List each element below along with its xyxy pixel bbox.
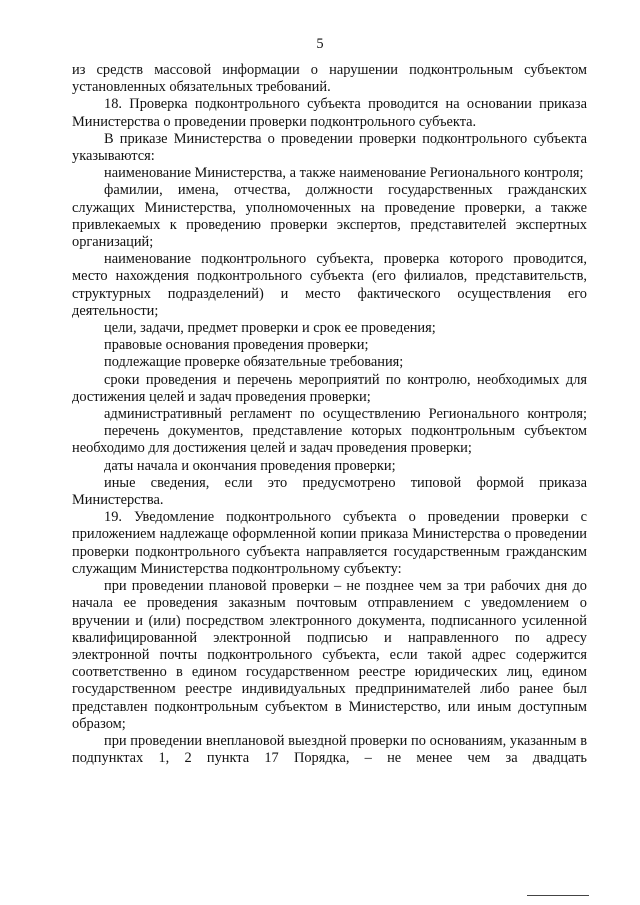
paragraph-planned-inspection: при проведении плановой проверки – не позднее чем за три рабочих дня до начала ее проведения заказным почтовым отправлением с уведомлением о вручении и (или) посредством электронного документа, подписанного усиленной квалифицированной электронной подписью и направленного по адресу электронной почты подконтрольного субъекта, если такой адрес содержится соответственно в едином государственном реестре юридических лиц, едином государственном реестре индивидуальных предпринимателей либо ранее был представлен подконтрольным субъектом в Министерство, или иным доступным образом; [72,578,587,732]
list-item-dates: даты начала и окончания проведения проверки; [104,457,396,474]
list-item-ministry-name: наименование Министерства, а также наименование Регионального контроля; [104,165,584,182]
document-body [72,62,587,767]
list-item-requirements: подлежащие проверке обязательные требования; [104,354,404,371]
footer-divider [527,895,589,896]
list-item-legal-basis: правовые основания проведения проверки; [104,337,369,354]
list-item-inspectors: фамилии, имена, отчества, должности государственных гражданских служащих Министерства, уполномоченных на проведение проверки, а также привлекаемых к проведению проверки экспертов, представителей экспертных организаций; [72,182,587,251]
paragraph-clause-18: 18. Проверка подконтрольного субъекта проводится на основании приказа Министерства о проведении проверки подконтрольного субъекта. [72,96,587,130]
paragraph-unscheduled-inspection: при проведении внеплановой выездной проверки по основаниям, указанным в подпунктах 1, 2 пункта 17 Порядка, – не менее чем за двадцать [72,732,587,767]
page-number: 5 [316,36,324,52]
list-item-terms-measures: сроки проведения и перечень мероприятий по контролю, необходимых для достижения целей и задач проведения проверки; [72,371,587,405]
list-item-regulation: административный регламент по осуществлению Регионального контроля; [104,406,587,423]
list-item-goals: цели, задачи, предмет проверки и срок ее проведения; [104,320,436,337]
list-item-subject-name: наименование подконтрольного субъекта, проверка которого проводится, место нахождения подконтрольного субъекта (его филиалов, представительств, структурных подразделений) и место фактического осуществления его деятельности; [72,251,587,319]
paragraph-clause-19: 19. Уведомление подконтрольного субъекта о проведении проверки с приложением надлежаще оформленной копии приказа Министерства о проведении проверки подконтрольного субъекта направляется государственным гражданским служащим Министерства подконтрольному субъекту: [72,509,587,577]
paragraph-order-contents-intro: В приказе Министерства о проведении проверки подконтрольного субъекта указываются: [72,130,587,165]
list-item-documents: перечень документов, представление которых подконтрольным субъектом необходимо для достижения целей и задач проведения проверки; [72,423,587,457]
paragraph-continuation: из средств массовой информации о нарушении подконтрольным субъектом установленных обязательных требований. [72,62,587,96]
list-item-other-info: иные сведения, если это предусмотрено типовой формой приказа Министерства. [72,474,587,509]
